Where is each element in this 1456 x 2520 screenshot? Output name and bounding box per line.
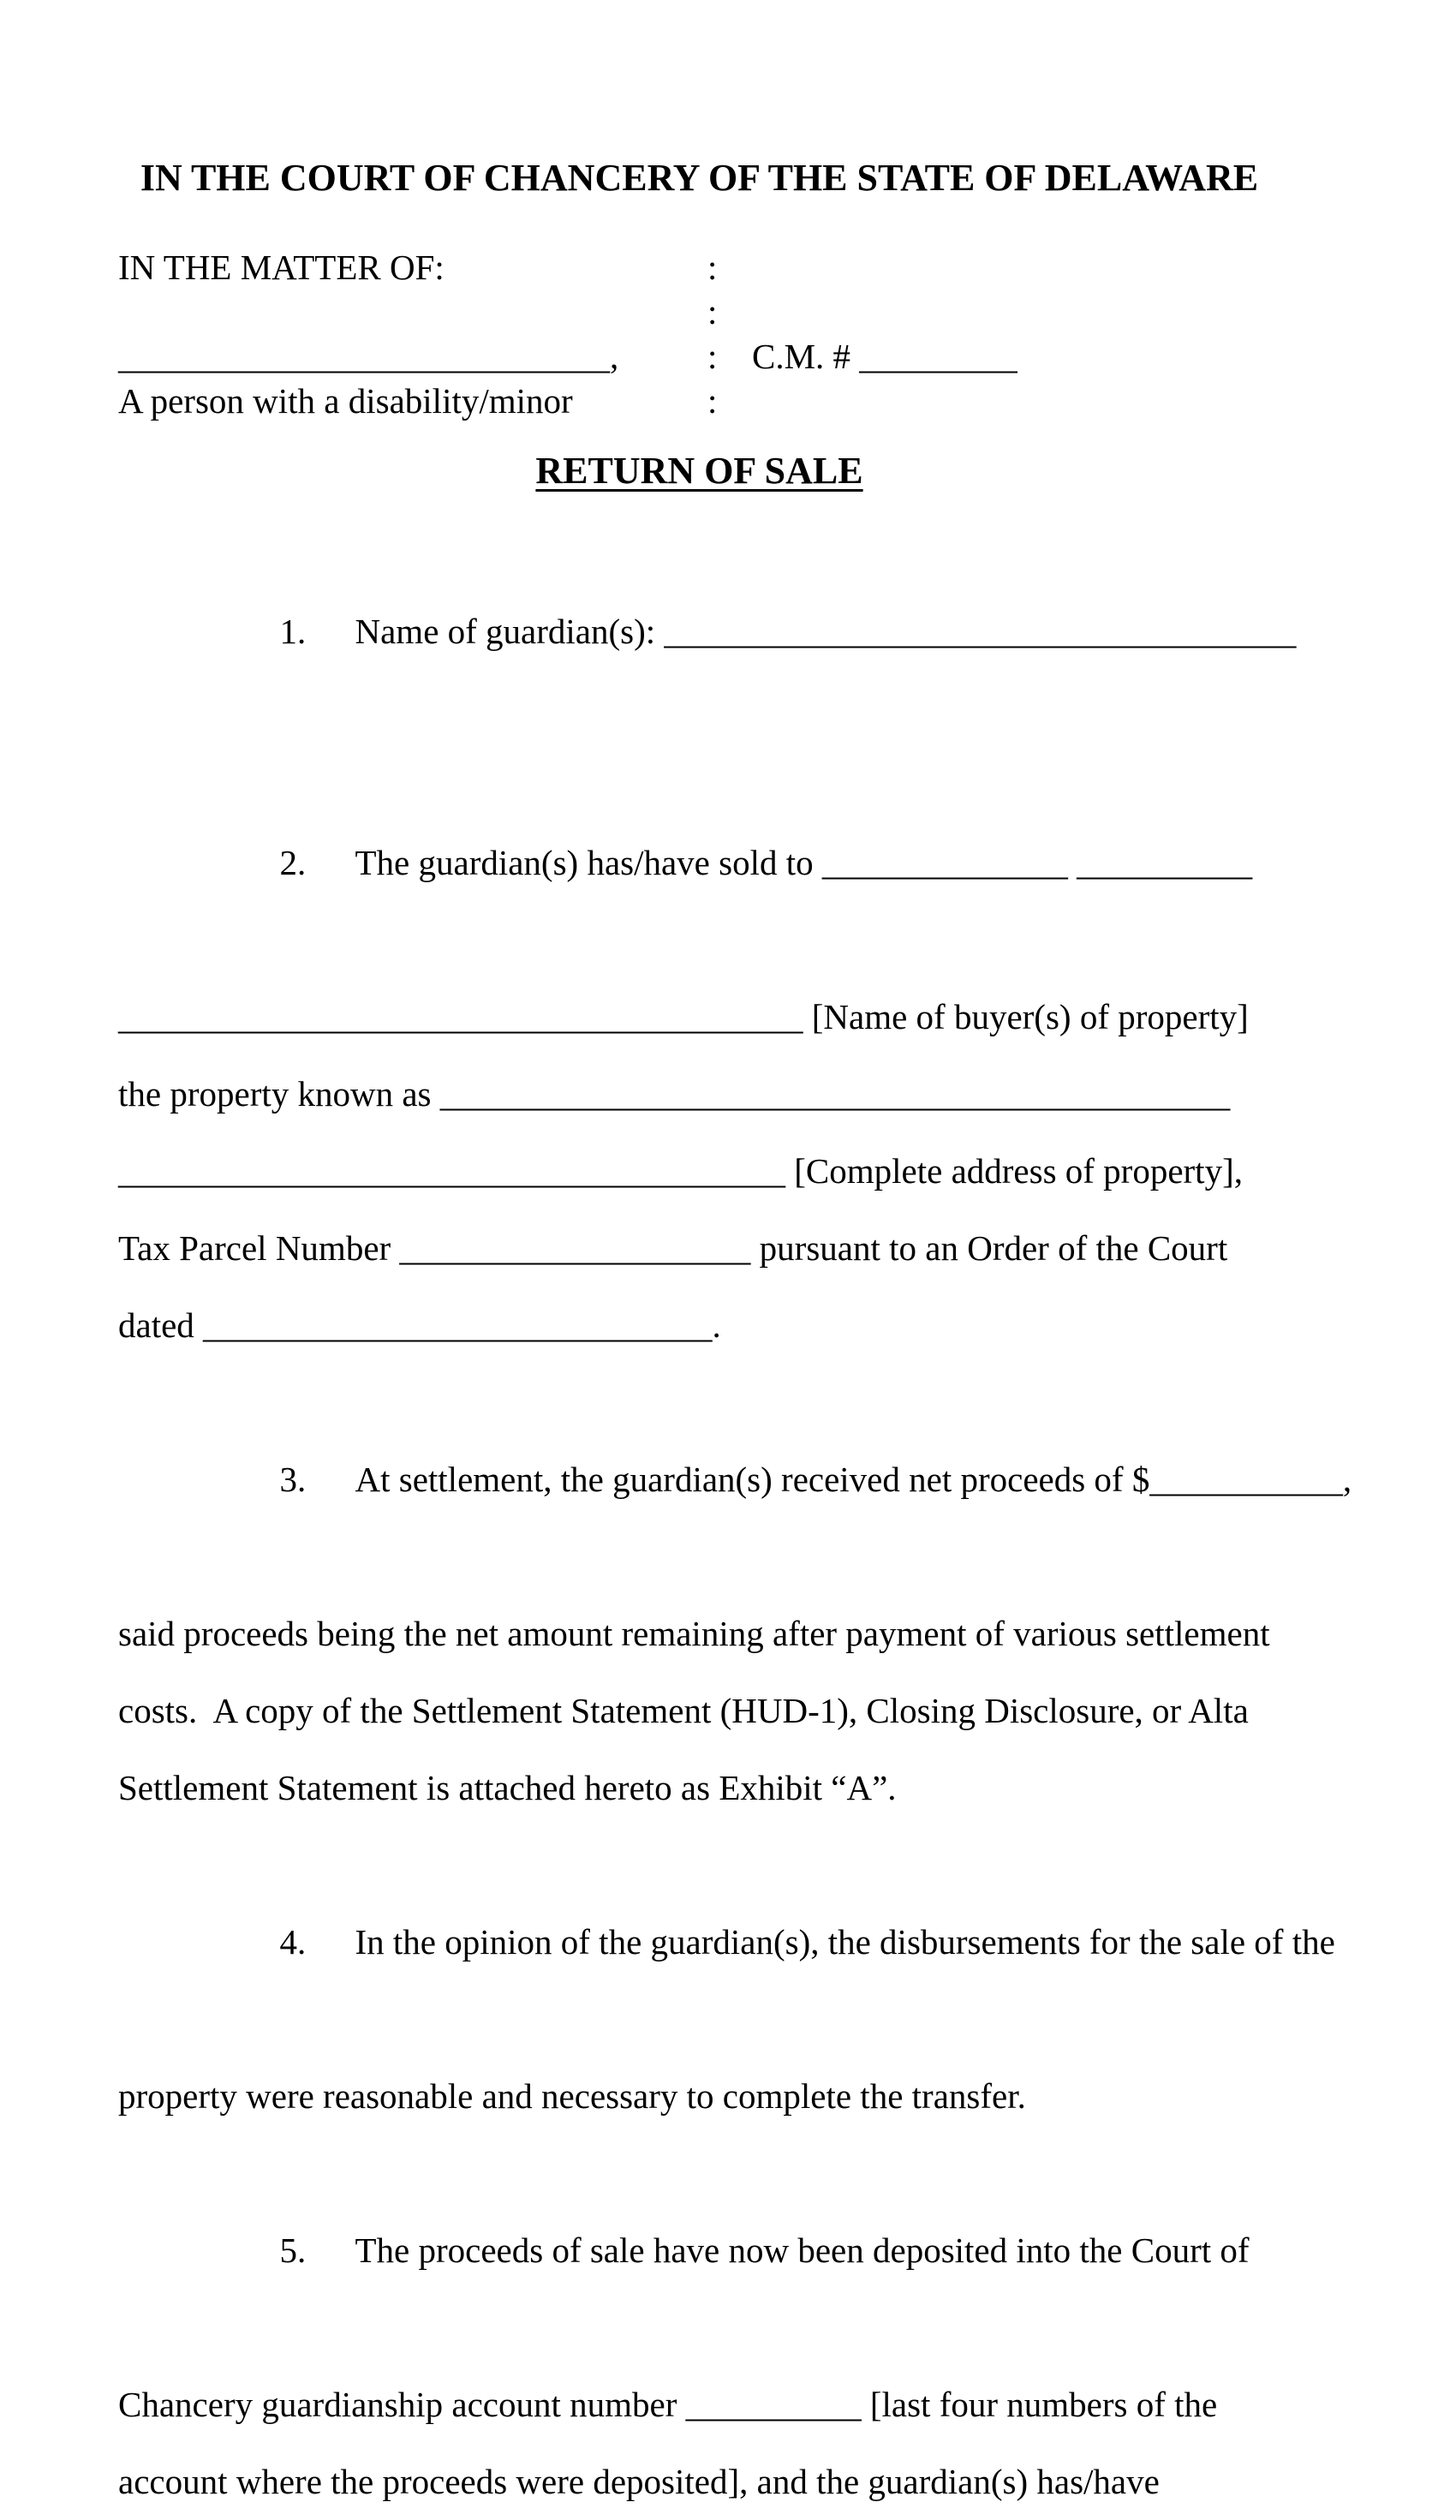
property-address-blank-line: ______________________________________ [Complete address of property], <box>118 1151 1243 1191</box>
item-number: 3. <box>279 1460 307 1499</box>
caption-right-spacer <box>752 245 1280 290</box>
item-5-continuation-line: account where the proceeds were deposited], and the guardian(s) has/have <box>118 2462 1160 2501</box>
item-2-line <box>118 747 1280 978</box>
item-3-continuation-line: Settlement Statement is attached hereto as Exhibit “A”. <box>118 1768 897 1807</box>
caption-right-spacer <box>752 379 1280 423</box>
item-3-continuation-line: costs. A copy of the Settlement Statement (HUD-1), Closing Disclosure, or Alta <box>118 1691 1249 1730</box>
caption-left-spacer <box>118 290 683 334</box>
caption-separator: : <box>707 337 718 376</box>
item-4-continuation-line: property were reasonable and necessary to complete the transfer. <box>118 2076 1026 2116</box>
return-of-sale-heading: RETURN OF SALE <box>535 450 863 492</box>
person-disability-label: A person with a disability/minor <box>118 381 573 421</box>
item-number: 1. <box>279 612 307 651</box>
item-3-continuation-line: said proceeds being the net amount remaining after payment of various settlement <box>118 1614 1270 1653</box>
ward-name-blank: ____________________________, <box>118 337 619 376</box>
item-5-line <box>118 2135 1280 2366</box>
caption-separator: : <box>707 292 718 331</box>
dated-line: dated _____________________________. <box>118 1305 721 1345</box>
tax-parcel-line: Tax Parcel Number ____________________ pursuant to an Order of the Court <box>118 1228 1228 1268</box>
cm-number-field: C.M. # _________ <box>752 337 1017 376</box>
buyer-name-blank-line: _______________________________________ [Name of buyer(s) of property] <box>118 997 1249 1036</box>
caption-right-spacer <box>752 290 1280 334</box>
caption-separator: : <box>707 248 718 287</box>
item-text: At settlement, the guardian(s) received net proceeds of $___________, <box>355 1460 1352 1499</box>
item-3-line <box>118 1364 1352 1595</box>
item-4-line <box>118 1826 1335 2057</box>
property-known-as-line: the property known as _____________________________________________ <box>118 1074 1231 1114</box>
court-title: IN THE COURT OF CHANCERY OF THE STATE OF DELAWARE <box>140 157 1259 199</box>
item-text: The proceeds of sale have now been deposited into the Court of <box>355 2230 1250 2270</box>
item-text: In the opinion of the guardian(s), the disbursements for the sale of the <box>355 1922 1335 1962</box>
item-text: Name of guardian(s): ____________________________________ <box>355 612 1297 651</box>
case-caption <box>118 245 1280 423</box>
item-number: 5. <box>279 2230 307 2270</box>
matter-of-label: IN THE MATTER OF: <box>118 248 445 287</box>
item-number: 4. <box>279 1922 307 1962</box>
form-body <box>118 516 1352 2520</box>
caption-separator: : <box>707 381 718 421</box>
item-text: The guardian(s) has/have sold to ______________ __________ <box>355 843 1253 882</box>
item-5-continuation-line: Chancery guardianship account number __________ [last four numbers of the <box>118 2385 1218 2424</box>
item-number: 2. <box>279 843 307 882</box>
item-1-line <box>118 516 1297 747</box>
